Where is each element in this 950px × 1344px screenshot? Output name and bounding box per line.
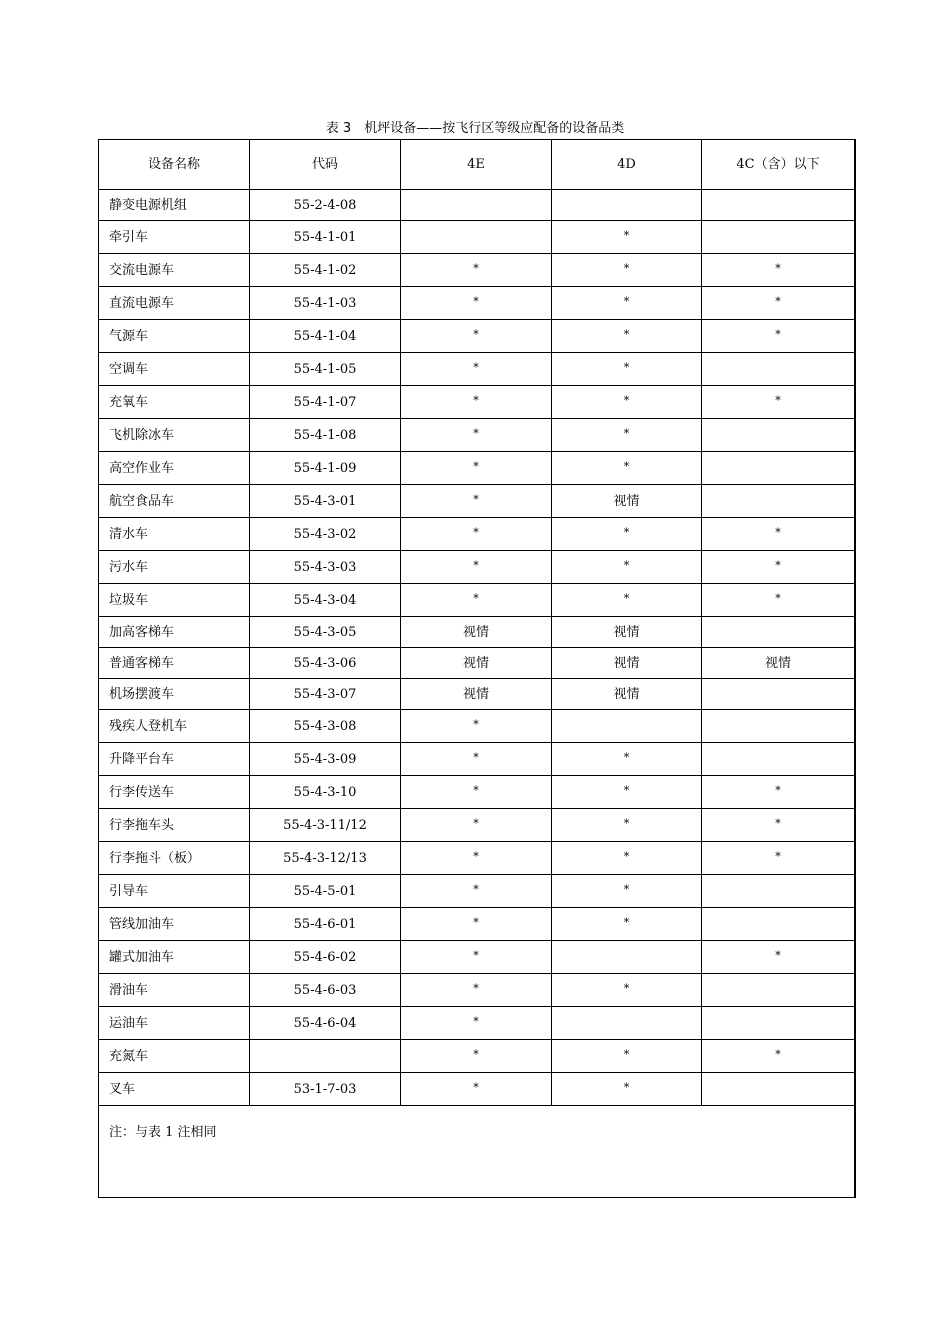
table-row <box>99 551 855 584</box>
cell-4e: * <box>401 908 552 941</box>
cell-4e: * <box>401 776 552 809</box>
cell-code: 55-4-3-12/13 <box>250 842 401 875</box>
table-row <box>99 320 855 353</box>
cell-equipment-name: 运油车 <box>99 1007 250 1040</box>
cell-equipment-name: 直流电源车 <box>99 287 250 320</box>
table-row <box>99 287 855 320</box>
cell-code: 55-4-1-03 <box>250 287 401 320</box>
cell-equipment-name: 加高客梯车 <box>99 617 250 648</box>
table-header-row <box>99 140 855 190</box>
cell-4c-and-below <box>702 875 855 908</box>
cell-4c-and-below <box>702 1073 855 1106</box>
cell-equipment-name: 罐式加油车 <box>99 941 250 974</box>
cell-4e: * <box>401 386 552 419</box>
cell-4e: * <box>401 941 552 974</box>
cell-4d: * <box>552 776 702 809</box>
cell-4e: * <box>401 485 552 518</box>
cell-code: 55-4-6-03 <box>250 974 401 1007</box>
cell-4c-and-below: * <box>702 584 855 617</box>
table-row <box>99 809 855 842</box>
cell-4c-and-below <box>702 485 855 518</box>
header-4e: 4E <box>401 140 552 190</box>
cell-equipment-name: 清水车 <box>99 518 250 551</box>
cell-equipment-name: 充氮车 <box>99 1040 250 1073</box>
cell-4e: 视情 <box>401 679 552 710</box>
cell-code: 55-2-4-08 <box>250 190 401 221</box>
cell-4c-and-below: * <box>702 254 855 287</box>
cell-equipment-name: 残疾人登机车 <box>99 710 250 743</box>
cell-equipment-name: 充氧车 <box>99 386 250 419</box>
cell-equipment-name: 空调车 <box>99 353 250 386</box>
cell-4d: * <box>552 254 702 287</box>
cell-4c-and-below: * <box>702 386 855 419</box>
cell-4c-and-below <box>702 221 855 254</box>
cell-4c-and-below: 视情 <box>702 648 855 679</box>
cell-code: 55-4-1-02 <box>250 254 401 287</box>
cell-4c-and-below: * <box>702 941 855 974</box>
cell-equipment-name: 静变电源机组 <box>99 190 250 221</box>
table-row <box>99 1073 855 1106</box>
table-body <box>99 190 855 1106</box>
cell-equipment-name: 机场摆渡车 <box>99 679 250 710</box>
cell-4d: * <box>552 518 702 551</box>
header-equipment-name: 设备名称 <box>99 140 250 190</box>
cell-equipment-name: 行李拖斗（板） <box>99 842 250 875</box>
table-row <box>99 452 855 485</box>
cell-equipment-name: 牵引车 <box>99 221 250 254</box>
cell-equipment-name: 行李拖车头 <box>99 809 250 842</box>
cell-code: 55-4-3-02 <box>250 518 401 551</box>
table-row <box>99 419 855 452</box>
cell-4d: * <box>552 452 702 485</box>
cell-4e <box>401 190 552 221</box>
cell-code: 55-4-6-01 <box>250 908 401 941</box>
cell-4e: * <box>401 287 552 320</box>
cell-4c-and-below <box>702 617 855 648</box>
table-row <box>99 941 855 974</box>
cell-code: 55-4-3-09 <box>250 743 401 776</box>
cell-4c-and-below <box>702 419 855 452</box>
cell-4d: * <box>552 1073 702 1106</box>
table-row <box>99 221 855 254</box>
cell-4c-and-below <box>702 710 855 743</box>
table-row <box>99 710 855 743</box>
cell-4e: * <box>401 1073 552 1106</box>
cell-code: 53-1-7-03 <box>250 1073 401 1106</box>
cell-4d: * <box>552 221 702 254</box>
header-4c-and-below: 4C（含）以下 <box>702 140 855 190</box>
cell-4e: 视情 <box>401 648 552 679</box>
cell-4d: * <box>552 875 702 908</box>
cell-4e: * <box>401 1007 552 1040</box>
cell-4d: * <box>552 287 702 320</box>
table-row <box>99 518 855 551</box>
table-row <box>99 584 855 617</box>
cell-4c-and-below <box>702 743 855 776</box>
table-row <box>99 386 855 419</box>
cell-4d: * <box>552 584 702 617</box>
table-row <box>99 842 855 875</box>
cell-4e: * <box>401 584 552 617</box>
cell-4e: 视情 <box>401 617 552 648</box>
cell-4d <box>552 941 702 974</box>
cell-4e: * <box>401 875 552 908</box>
table-note-row <box>99 1106 855 1198</box>
cell-code: 55-4-1-08 <box>250 419 401 452</box>
table-row <box>99 679 855 710</box>
cell-4e: * <box>401 809 552 842</box>
table-caption: 表 3 机坪设备——按飞行区等级应配备的设备品类 <box>325 121 625 136</box>
cell-4e <box>401 221 552 254</box>
cell-code: 55-4-3-07 <box>250 679 401 710</box>
cell-4e: * <box>401 518 552 551</box>
cell-equipment-name: 滑油车 <box>99 974 250 1007</box>
cell-code: 55-4-3-06 <box>250 648 401 679</box>
cell-4d: 视情 <box>552 648 702 679</box>
header-4d: 4D <box>552 140 702 190</box>
cell-4d: * <box>552 908 702 941</box>
cell-4e: * <box>401 452 552 485</box>
cell-code: 55-4-3-08 <box>250 710 401 743</box>
cell-equipment-name: 管线加油车 <box>99 908 250 941</box>
cell-4d: * <box>552 551 702 584</box>
cell-code: 55-4-3-04 <box>250 584 401 617</box>
cell-equipment-name: 航空食品车 <box>99 485 250 518</box>
cell-equipment-name: 污水车 <box>99 551 250 584</box>
cell-code: 55-4-3-05 <box>250 617 401 648</box>
cell-4c-and-below <box>702 974 855 1007</box>
cell-code: 55-4-6-04 <box>250 1007 401 1040</box>
cell-4d: * <box>552 320 702 353</box>
cell-4e: * <box>401 842 552 875</box>
cell-4d: 视情 <box>552 485 702 518</box>
cell-4e: * <box>401 743 552 776</box>
header-code: 代码 <box>250 140 401 190</box>
cell-4d <box>552 710 702 743</box>
table-row <box>99 190 855 221</box>
cell-equipment-name: 飞机除冰车 <box>99 419 250 452</box>
cell-4c-and-below <box>702 353 855 386</box>
table-note: 注：与表 1 注相同 <box>99 1106 855 1198</box>
cell-equipment-name: 升降平台车 <box>99 743 250 776</box>
cell-4d: * <box>552 353 702 386</box>
cell-4d <box>552 190 702 221</box>
table-row <box>99 353 855 386</box>
cell-4d: * <box>552 842 702 875</box>
cell-4d: * <box>552 1040 702 1073</box>
equipment-table <box>98 139 855 1198</box>
cell-4e: * <box>401 353 552 386</box>
cell-4c-and-below: * <box>702 287 855 320</box>
cell-code <box>250 1040 401 1073</box>
cell-4d: * <box>552 809 702 842</box>
cell-4e: * <box>401 551 552 584</box>
table-row <box>99 648 855 679</box>
table-row <box>99 776 855 809</box>
cell-4e: * <box>401 320 552 353</box>
cell-4d: * <box>552 974 702 1007</box>
cell-equipment-name: 行李传送车 <box>99 776 250 809</box>
cell-equipment-name: 引导车 <box>99 875 250 908</box>
cell-4e: * <box>401 974 552 1007</box>
table-row <box>99 875 855 908</box>
cell-4c-and-below: * <box>702 776 855 809</box>
cell-4d: 视情 <box>552 617 702 648</box>
cell-4c-and-below <box>702 679 855 710</box>
cell-equipment-name: 气源车 <box>99 320 250 353</box>
cell-4c-and-below <box>702 1007 855 1040</box>
cell-code: 55-4-3-01 <box>250 485 401 518</box>
cell-4e: * <box>401 710 552 743</box>
cell-code: 55-4-1-01 <box>250 221 401 254</box>
cell-code: 55-4-1-05 <box>250 353 401 386</box>
table-row <box>99 974 855 1007</box>
cell-equipment-name: 叉车 <box>99 1073 250 1106</box>
cell-code: 55-4-6-02 <box>250 941 401 974</box>
cell-4c-and-below: * <box>702 1040 855 1073</box>
cell-code: 55-4-1-07 <box>250 386 401 419</box>
cell-4e: * <box>401 254 552 287</box>
cell-code: 55-4-5-01 <box>250 875 401 908</box>
cell-4c-and-below: * <box>702 320 855 353</box>
cell-4d: * <box>552 419 702 452</box>
table-row <box>99 743 855 776</box>
equipment-table-frame <box>98 139 856 1198</box>
cell-4e: * <box>401 1040 552 1073</box>
cell-4c-and-below <box>702 452 855 485</box>
cell-4d: 视情 <box>552 679 702 710</box>
cell-4e: * <box>401 419 552 452</box>
cell-4d: * <box>552 386 702 419</box>
table-row <box>99 617 855 648</box>
table-row <box>99 254 855 287</box>
cell-equipment-name: 交流电源车 <box>99 254 250 287</box>
table-row <box>99 908 855 941</box>
cell-code: 55-4-1-09 <box>250 452 401 485</box>
table-row <box>99 1007 855 1040</box>
cell-4d: * <box>552 743 702 776</box>
cell-equipment-name: 垃圾车 <box>99 584 250 617</box>
cell-4c-and-below: * <box>702 518 855 551</box>
cell-4c-and-below <box>702 908 855 941</box>
cell-code: 55-4-3-11/12 <box>250 809 401 842</box>
cell-4d <box>552 1007 702 1040</box>
cell-4c-and-below: * <box>702 809 855 842</box>
cell-code: 55-4-3-10 <box>250 776 401 809</box>
cell-equipment-name: 普通客梯车 <box>99 648 250 679</box>
cell-equipment-name: 高空作业车 <box>99 452 250 485</box>
cell-code: 55-4-1-04 <box>250 320 401 353</box>
cell-4c-and-below: * <box>702 842 855 875</box>
table-row <box>99 485 855 518</box>
table-row <box>99 1040 855 1073</box>
cell-code: 55-4-3-03 <box>250 551 401 584</box>
cell-4c-and-below: * <box>702 551 855 584</box>
cell-4c-and-below <box>702 190 855 221</box>
